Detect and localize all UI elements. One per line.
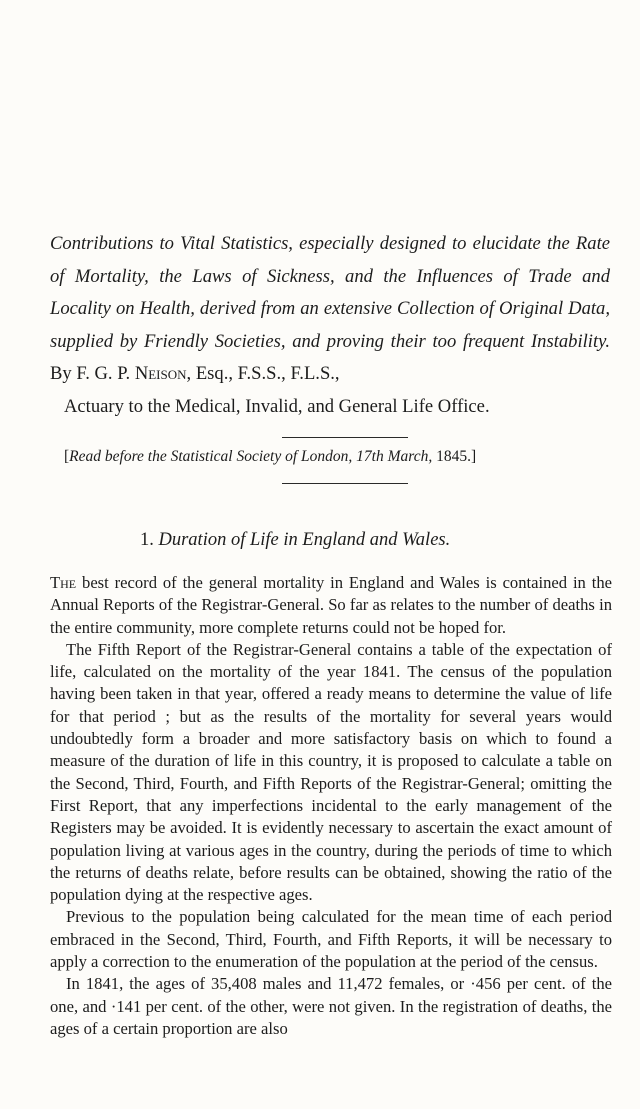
paragraph-1-text: best record of the general mortality in England and Wales is contained in the Annual Reports of the Registrar-General. So far as relates to the number of deaths in the entire community, more complete returns could not be hoped for. (50, 573, 612, 637)
paragraph-1-lead: The (50, 573, 77, 592)
read-before-note (64, 446, 604, 468)
byline-prefix: By F. G. P. (50, 363, 131, 384)
paper-title-block (50, 228, 610, 423)
paragraph-2: The Fifth Report of the Registrar-General contains a table of the expectation of life, calculated on the mortality of the year 1841. The census of the population having been taken in that year, offered a ready means to determine the value of life for that period ; but as the results of the mortality for several years would undoubtedly form a broader and more satisfactory basis on which to found a measure of the duration of life in this country, it is proposed to calculate a table on the Second, Third, Fourth, and Fifth Reports of the Registrar-General; omitting the First Report, that any imperfections incidental to the early management of the Registers may be avoided. It is evidently necessary to ascertain the exact amount of population living at various ages in the country, during the periods of time to which the returns of deaths relate, before results can be obtained, showing the ratio of the population dying at the respective ages. (50, 639, 612, 905)
section-heading (140, 528, 560, 552)
paragraph-1 (50, 572, 612, 639)
author-credentials: , Esq., F.S.S., F.L.S., (186, 363, 340, 384)
paragraph-4: In 1841, the ages of 35,408 males and 11,472 females, or ·456 per cent. of the one, and ·141 per cent. of the other, were not given. In the registration of deaths, the ages of a certain proportion are also (50, 974, 612, 1038)
section-number: 1. (140, 530, 154, 550)
author-name: Neison (134, 363, 187, 384)
read-before-open: [ (64, 448, 70, 465)
body-text (50, 572, 612, 1040)
section-title: Duration of Life in England and Wales. (158, 530, 451, 550)
author-affiliation: Actuary to the Medical, Invalid, and General Life Office. (64, 395, 490, 417)
paragraph-3: Previous to the population being calculated for the mean time of each period embraced in the Second, Third, Fourth, and Fifth Reports, it will be necessary to apply a correction to the enumeration of the population at the period of the census. (50, 907, 612, 972)
divider-rule-top (282, 437, 408, 438)
divider-rule-bottom (282, 483, 408, 484)
read-before-close: 1845.] (432, 448, 477, 465)
read-before-text: Read before the Statistical Society of London, 17th March, (69, 448, 433, 465)
paper-title: Contributions to Vital Statistics, especially designed to elucidate the Rate of Mortality, the Laws of Sickness, and the Influences of Trade and Locality on Health, derived from an extensive Collection of Original Data, supplied by Friendly Societies, and proving their too frequent Instability. (50, 233, 610, 352)
